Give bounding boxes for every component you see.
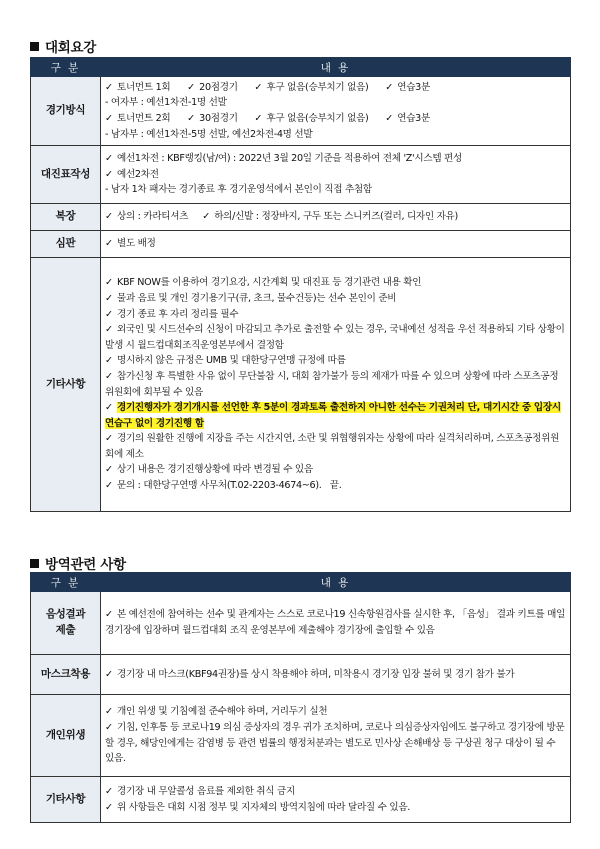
format-men: - 남자부 : 예선1차전-5명 선발, 예선2차전-4명 선발 bbox=[105, 128, 313, 140]
check-icon: ✓ bbox=[105, 113, 113, 124]
format-practice2: 연습3분 bbox=[397, 113, 430, 124]
mask-item: 경기장 내 마스크(KBF94권장)를 상시 착용해야 하며, 미착용시 경기장 입장 불허 및 경기 참가 불가 bbox=[117, 668, 515, 680]
check-icon: ✓ bbox=[105, 355, 113, 367]
rules-table bbox=[30, 57, 571, 512]
col-header-category: 구 분 bbox=[31, 573, 101, 592]
check-icon: ✓ bbox=[105, 721, 113, 733]
row-label-test-line1: 음성결과 bbox=[45, 608, 86, 621]
row-label-test bbox=[31, 592, 101, 655]
bracket-line1: 예선1차전 : KBF랭킹(남/여) : 2022년 3월 20일 기준을 적용하여 전체 'Z'시스템 편성 bbox=[117, 153, 462, 165]
check-icon: ✓ bbox=[105, 370, 113, 382]
section-title-text: 방역관련 사항 bbox=[45, 557, 126, 573]
check-icon: ✓ bbox=[105, 464, 113, 476]
check-icon: ✓ bbox=[105, 402, 113, 414]
check-icon: ✓ bbox=[105, 433, 113, 445]
format-practice1: 연습3분 bbox=[397, 81, 430, 93]
etc-item: 물과 음료 및 개인 경기용기구(큐, 초크, 물수건등)는 선수 본인이 준비 bbox=[117, 292, 397, 304]
row-content-etc bbox=[101, 258, 571, 512]
format-rule1: 후구 없음(승부치기 없음) bbox=[266, 81, 369, 93]
check-icon: ✓ bbox=[105, 81, 113, 93]
row-content-bracket bbox=[101, 146, 571, 204]
etc-item: KBF NOW를 이용하여 경기요강, 시간계획 및 대진표 등 경기관련 내용 확인 bbox=[117, 277, 422, 289]
check-icon: ✓ bbox=[385, 81, 393, 93]
etc-item: 명시하지 않은 규정은 UMB 및 대한당구연맹 규정에 따름 bbox=[117, 355, 346, 367]
check-icon: ✓ bbox=[105, 609, 113, 621]
etc-item: 경기의 원활한 진행에 지장을 주는 시간지연, 소란 및 위협행위자는 상황에 따라 실격처리하며, 스포츠공정위원회에 제소 bbox=[105, 433, 560, 460]
check-icon: ✓ bbox=[105, 801, 113, 813]
table-row bbox=[31, 655, 571, 695]
row-label-bracket: 대진표작성 bbox=[31, 146, 101, 204]
check-icon: ✓ bbox=[105, 168, 113, 180]
check-icon: ✓ bbox=[187, 81, 195, 93]
row-label-test-line2: 제출 bbox=[55, 624, 76, 636]
row-label-referee: 심판 bbox=[31, 231, 101, 258]
row-content-mask bbox=[101, 655, 571, 695]
row-content-dress bbox=[101, 204, 571, 231]
table-row bbox=[31, 146, 571, 204]
etc-contact: 문의 : 대한당구연맹 사무처(T.02-2203-4674~6). bbox=[117, 480, 322, 492]
check-icon: ✓ bbox=[105, 277, 113, 289]
table-row bbox=[31, 204, 571, 231]
check-icon: ✓ bbox=[254, 113, 263, 124]
check-icon: ✓ bbox=[187, 113, 195, 124]
row-label-etc: 기타사항 bbox=[31, 258, 101, 512]
col-header-content: 내 용 bbox=[101, 58, 571, 77]
bracket-line3: - 남자 1차 패자는 경기종료 후 경기운영석에서 본인이 직접 추첨함 bbox=[105, 184, 372, 196]
dress-top: 상의 : 카라티셔츠 bbox=[117, 211, 189, 223]
row-content-etc2 bbox=[101, 777, 571, 823]
row-content-referee bbox=[101, 231, 571, 258]
check-icon: ✓ bbox=[105, 324, 113, 336]
format-round1: 토너먼트 1회 bbox=[117, 81, 171, 93]
etc-end-mark: 끝. bbox=[329, 480, 342, 492]
check-icon: ✓ bbox=[105, 153, 113, 165]
check-icon: ✓ bbox=[385, 113, 393, 124]
etc-item-highlighted: 경기진행자가 경기개시를 선언한 후 5분이 경과토록 출전하지 아니한 선수는 기권처리 단, 대기시간 중 입장시 연습구 없이 경기진행 함 bbox=[105, 402, 561, 429]
check-icon: ✓ bbox=[105, 480, 113, 492]
square-bullet-icon bbox=[30, 42, 39, 51]
check-icon: ✓ bbox=[254, 81, 263, 93]
format-points2: 30점경기 bbox=[199, 113, 238, 124]
format-round2: 토너먼트 2회 bbox=[117, 113, 171, 124]
check-icon: ✓ bbox=[105, 211, 113, 223]
section-title-quarantine bbox=[30, 553, 126, 573]
etc-item: 경기 종료 후 자리 정리를 필수 bbox=[117, 308, 239, 320]
etc-item: 상기 내용은 경기진행상황에 따라 변경될 수 있음 bbox=[117, 464, 313, 476]
table-row bbox=[31, 592, 571, 655]
test-item: 본 예선전에 참여하는 선수 및 관계자는 스스로 코로나19 신속항원검사를 실시한 후, 「음성」 결과 키트를 매일 경기장에 입장하며 월드컵대회 조직 운영본부에 제출해야 경기장에 출입할 수 있음 bbox=[105, 609, 566, 636]
table-row bbox=[31, 695, 571, 777]
etc-item: 외국인 및 시드선수의 신청이 마감되고 추가로 출전할 수 있는 경우, 국내예선 성적을 우선 적용하되 기타 상황이 발생 시 월드컵대회조직운영본부에서 결정함 bbox=[105, 324, 565, 351]
check-icon: ✓ bbox=[105, 785, 113, 797]
col-header-content: 내 용 bbox=[101, 573, 571, 592]
etc2-item: 위 사항들은 대회 시점 정부 및 지자체의 방역지침에 따라 달라질 수 있음. bbox=[117, 801, 411, 813]
row-content-format bbox=[101, 77, 571, 146]
section-title-text: 대회요강 bbox=[45, 40, 96, 56]
format-points1: 20점경기 bbox=[199, 81, 238, 93]
row-label-hygiene: 개인위생 bbox=[31, 695, 101, 777]
dress-bottom: 하의/신발 : 정장바지, 구두 또는 스니커즈(컬러, 디자인 자유) bbox=[214, 211, 458, 223]
row-content-hygiene bbox=[101, 695, 571, 777]
hygiene-item: 기침, 인후통 등 코로나19 의심 증상자의 경우 귀가 조치하며, 코로나 의심증상자임에도 불구하고 경기장에 방문할 경우, 해당인에게는 감염병 등 관련 법률의 행정처분과는 별도로 민사상 손해배상 등 구상권 청구 대상이 될 수 있음. bbox=[105, 721, 565, 765]
row-label-format: 경기방식 bbox=[31, 77, 101, 146]
check-icon: ✓ bbox=[105, 292, 113, 304]
check-icon: ✓ bbox=[105, 668, 113, 680]
referee-line: 별도 배정 bbox=[117, 238, 156, 250]
table-header-row bbox=[31, 58, 571, 77]
col-header-category: 구 분 bbox=[31, 58, 101, 77]
check-icon: ✓ bbox=[202, 211, 210, 223]
format-women: - 여자부 : 예선1차전-1명 선발 bbox=[105, 97, 227, 109]
bracket-line2: 예선2차전 bbox=[117, 168, 159, 180]
table-row bbox=[31, 777, 571, 823]
check-icon: ✓ bbox=[105, 308, 113, 320]
etc2-item: 경기장 내 무알콜성 음료를 제외한 취식 금지 bbox=[117, 785, 295, 797]
row-content-test bbox=[101, 592, 571, 655]
row-label-dress: 복장 bbox=[31, 204, 101, 231]
table-row bbox=[31, 231, 571, 258]
row-label-etc2: 기타사항 bbox=[31, 777, 101, 823]
table-row bbox=[31, 77, 571, 146]
etc-item: 참가신청 후 특별한 사유 없이 무단불참 시, 대회 참가불가 등의 제재가 따를 수 있으며 상황에 따라 스포츠공정위원회에 회부될 수 있음 bbox=[105, 370, 559, 398]
row-label-mask: 마스크착용 bbox=[31, 655, 101, 695]
table-row bbox=[31, 258, 571, 512]
check-icon: ✓ bbox=[105, 238, 113, 250]
quarantine-table bbox=[30, 572, 571, 823]
section-title-rules bbox=[30, 36, 96, 56]
check-icon: ✓ bbox=[105, 706, 113, 718]
format-rule2: 후구 없음(승부치기 없음) bbox=[266, 113, 369, 124]
table-header-row bbox=[31, 573, 571, 592]
square-bullet-icon bbox=[30, 559, 39, 568]
hygiene-item: 개인 위생 및 기침예절 준수해야 하며, 거리두기 실천 bbox=[117, 706, 328, 718]
